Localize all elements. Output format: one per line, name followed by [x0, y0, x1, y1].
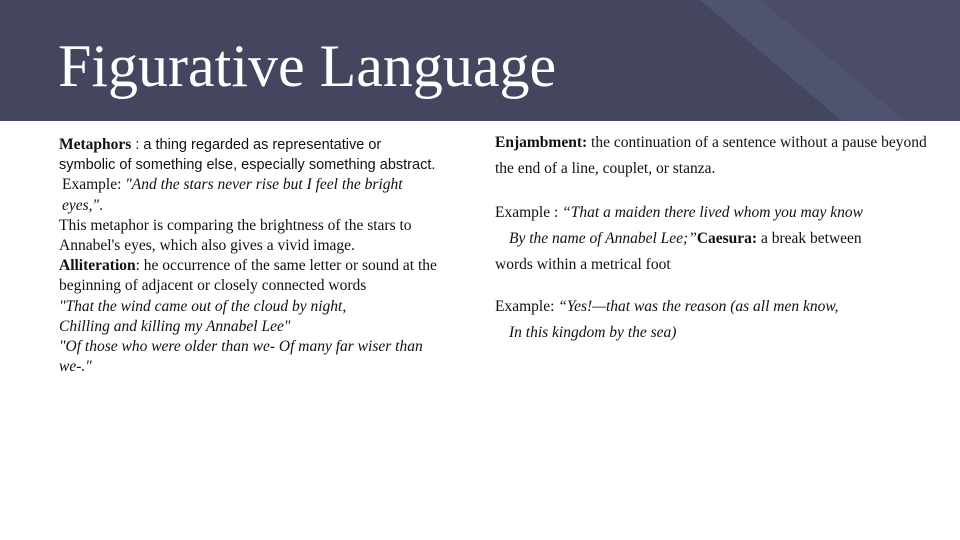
enjambment-example-line-2	[495, 226, 945, 252]
enjambment-definition	[495, 130, 945, 182]
metaphors-separator: :	[131, 137, 144, 153]
example1-label: Example:	[62, 176, 126, 194]
left-column	[59, 135, 439, 377]
spacer	[495, 182, 945, 200]
example3-line-2: In this kingdom by the sea)	[509, 324, 677, 341]
slide-title: Figurative Language	[58, 33, 557, 99]
enjambment-example-line-1	[495, 200, 945, 226]
alliteration-quote-1-line-1: "That the wind came out of the cloud by night,	[59, 297, 347, 315]
caesura-def-part-2: words within a metrical foot	[495, 256, 671, 273]
example2-label: Example :	[495, 204, 563, 221]
caesura-term: Caesura:	[696, 230, 758, 247]
alliteration-quote-2	[59, 337, 439, 377]
caesura-def-part-1: a break between	[757, 230, 862, 247]
right-column	[495, 130, 945, 346]
alliteration-quote-1	[59, 297, 439, 337]
enjambment-term: Enjambment:	[495, 134, 588, 151]
metaphors-definition	[59, 135, 439, 175]
alliteration-def-text: : he occurrence of the same letter or sound at the beginning of adjacent or closely connected words	[59, 257, 437, 295]
metaphors-def-text: a thing regarded as representative or symbolic of something else, especially something abstract.	[59, 137, 436, 174]
example1-quote: "And the stars never rise but I feel the bright eyes,"	[62, 176, 403, 214]
metaphor-explanation: This metaphor is comparing the brightness of the stars to Annabel's eyes, which also gives a vivid image.	[59, 216, 412, 255]
spacer	[495, 278, 945, 294]
enjambment-def-text: the continuation of a sentence without a pause beyond the end of a line, couplet, or stanza.	[495, 134, 927, 177]
example2-line-1: “That a maiden there lived whom you may know	[562, 204, 863, 221]
example2-line-2: By the name of Annabel Lee;”	[509, 230, 697, 247]
alliteration-quote-2-text: "Of those who were older than we- Of many far wiser than we-."	[59, 338, 423, 376]
example3-line-1: “Yes!—that was the reason (as all men know,	[558, 298, 839, 315]
metaphor-example	[59, 175, 439, 215]
caesura-example-line-1	[495, 294, 945, 320]
example1-end: .	[99, 196, 103, 214]
alliteration-term: Alliteration	[59, 257, 136, 275]
title-banner	[0, 0, 960, 121]
alliteration-quote-1-line-2: Chilling and killing my Annabel Lee"	[59, 317, 291, 335]
caesura-example-line-2	[495, 320, 945, 346]
example3-label: Example:	[495, 298, 559, 315]
alliteration-definition	[59, 256, 439, 296]
metaphors-term: Metaphors	[59, 136, 132, 153]
